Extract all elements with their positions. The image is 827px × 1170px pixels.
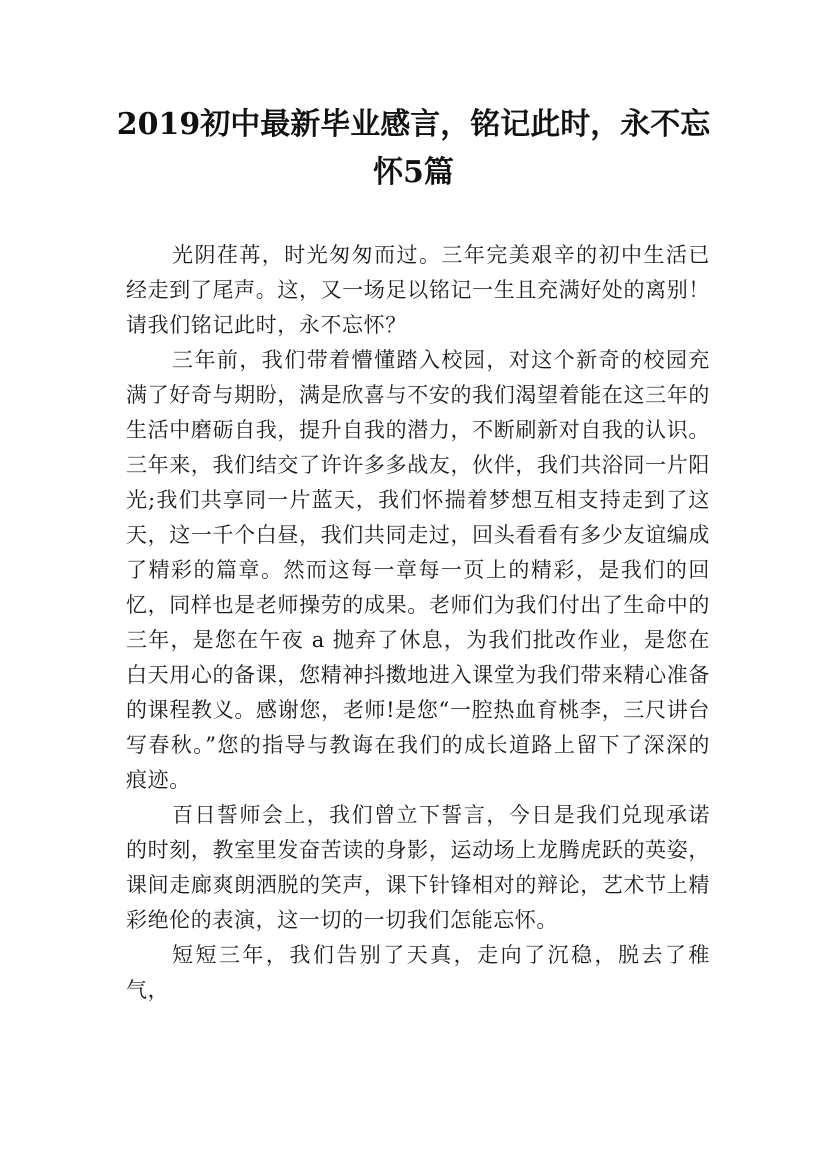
paragraph: 光阴荏苒，时光匆匆而过。三年完美艰辛的初中生活已经走到了尾声。这，又一场足以铭记一生且充满好处的离别！请我们铭记此时，永不忘怀？ xyxy=(126,243,710,337)
paragraph: 三年前，我们带着懵懂踏入校园，对这个新奇的校园充满了好奇与期盼，满是欣喜与不安的我们渴望着能在这三年的生活中磨砺自我，提升自我的潜力，不断刷新对自我的认识。三年来，我们结交了许许多多战友，伙伴，我们共浴同一片阳光;我们共享同一片蓝天，我们怀揣着梦想互相支持走到了这天，这一千个白昼，我们共同走过，回头看看有多少友谊编成了精彩的篇章。然而这每一章每一页上的精彩，是我们的回忆，同样也是老师操劳的成果。老师们为我们付出了生命中的三年，是您在午夜 a 抛弃了休息，为我们批改作业，是您在白天用心的备课，您精神抖擞地进入课堂为我们带来精心准备的课程教义。感谢您，老师!是您“一腔热血育桃李，三尺讲台写春秋。”您的指导与教诲在我们的成长道路上留下了深深的痕迹。 xyxy=(126,348,710,792)
document-title: 2019初中最新毕业感言，铭记此时，永不忘怀5篇 xyxy=(116,107,711,190)
document-body xyxy=(126,238,710,1008)
paragraph: 百日誓师会上，我们曾立下誓言，今日是我们兑现承诺的时刻，教室里发奋苦读的身影，运动场上龙腾虎跃的英姿，课间走廊爽朗洒脱的笑声，课下针锋相对的辩论，艺术节上精彩绝伦的表演，这一切的一切我们怎能忘怀。 xyxy=(126,803,710,932)
paragraph: 短短三年，我们告别了天真，走向了沉稳，脱去了稚气， xyxy=(126,943,710,1002)
